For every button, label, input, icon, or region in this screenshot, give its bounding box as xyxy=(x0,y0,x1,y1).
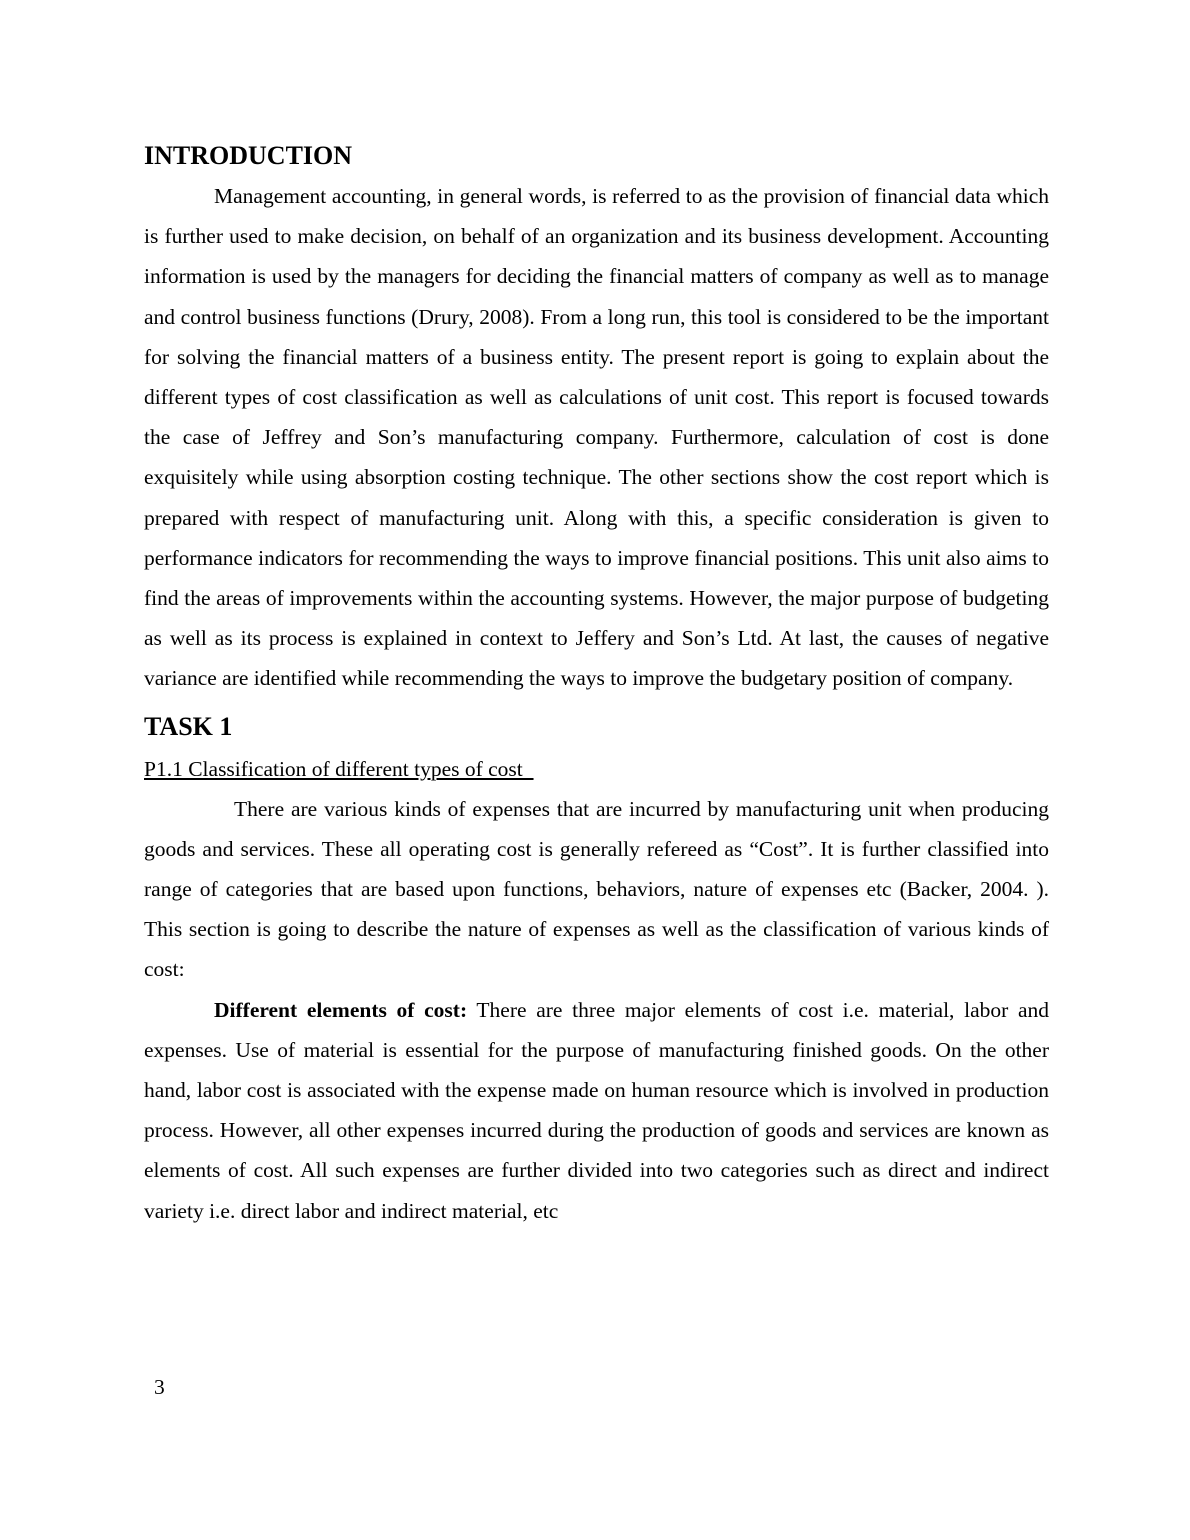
cost-classification-paragraph: There are various kinds of expenses that are incurred by manufacturing unit when producing goods and services. These all operating cost is generally refereed as “Cost”. It is further classified into range of categories that are based upon functions, behaviors, nature of expenses etc (Backer, 2004. ). This section is going to describe the nature of expenses as well as the classification of various kinds of cost: xyxy=(144,796,1049,982)
page-number: 3 xyxy=(154,1375,165,1399)
introduction-heading: INTRODUCTION xyxy=(144,141,353,170)
task-1-heading: TASK 1 xyxy=(144,711,233,741)
section-p1-1-subheading: P1.1 Classification of different types of cost xyxy=(144,756,534,781)
elements-of-cost-paragraph xyxy=(144,990,1049,1231)
introduction-paragraph: Management accounting, in general words, is referred to as the provision of financial data which is further used to make decision, on behalf of an organization and its business development. Accounting information is used by the managers for deciding the financial matters of company as well as to manage and control business functions (Drury, 2008). From a long run, this tool is considered to be the important for solving the financial matters of a business entity. The present report is going to explain about the different types of cost classification as well as calculations of unit cost. This report is focused towards the case of Jeffrey and Son’s manufacturing company. Furthermore, calculation of cost is done exquisitely while using absorption costing technique. The other sections show the cost report which is prepared with respect of manufacturing unit. Along with this, a specific consideration is given to performance indicators for recommending the ways to improve financial positions. This unit also aims to find the areas of improvements within the accounting systems. However, the major purpose of budgeting as well as its process is explained in context to Jeffery and Son’s Ltd. At last, the causes of negative variance are identified while recommending the ways to improve the budgetary position of company. xyxy=(144,184,1049,691)
document-page xyxy=(144,138,1049,1231)
elements-of-cost-text: There are three major elements of cost i.e. material, labor and expenses. Use of material is essential for the purpose of manufacturing finished goods. On the other hand, labor cost is associated with the expense made on human resource which is involved in production process. However, all other expenses incurred during the production of goods and services are known as elements of cost. All such expenses are further divided into two categories such as direct and indirect variety i.e. direct labor and indirect material, etc xyxy=(144,997,1050,1223)
elements-of-cost-label: Different elements of cost: xyxy=(214,997,468,1022)
